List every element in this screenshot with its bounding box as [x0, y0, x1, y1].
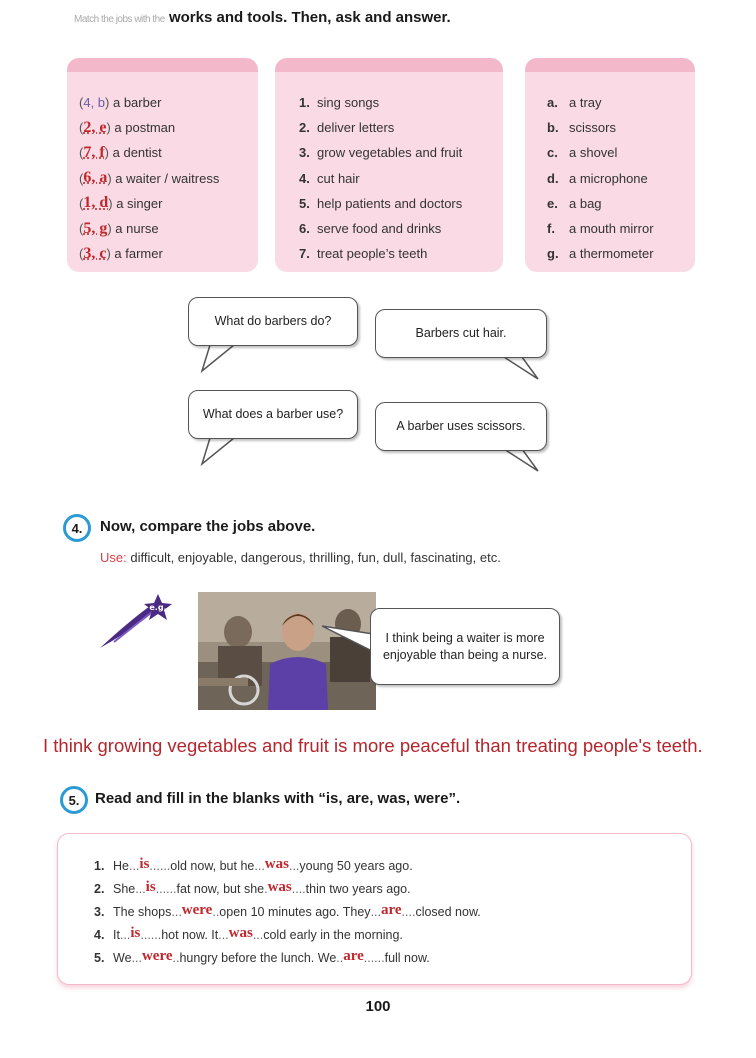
instruction-text: works and tools. Then, ask and answer.: [168, 9, 451, 26]
fill-blank-item: 5. We ... were .. hungry before the lunch. We .. are ...... full now.: [94, 948, 430, 965]
exercise-instruction: [74, 9, 451, 26]
section-4-number: 4.: [63, 514, 91, 542]
blank-answer: were: [181, 902, 213, 918]
handwritten-answer: 6, a: [83, 169, 108, 187]
job-item: ( 5, g ) a nurse: [79, 219, 159, 237]
use-words-line: [100, 550, 501, 565]
handwritten-answer: 2, e: [83, 118, 107, 136]
blank-answer: were: [141, 948, 173, 964]
tools-box: [525, 58, 695, 272]
speech-bubble-answer-2: A barber uses scissors.: [375, 402, 547, 451]
blank-answer: was: [267, 879, 292, 895]
shooting-star-icon: [98, 592, 178, 652]
tool-item: c. a shovel: [547, 145, 618, 161]
bubble-tail: [200, 436, 240, 468]
job-item: ( 7, f ) a dentist: [79, 143, 162, 161]
handwritten-answer: 3, c: [83, 244, 107, 262]
tool-item: a. a tray: [547, 95, 602, 111]
section-5-number: 5.: [60, 786, 88, 814]
use-label: Use:: [100, 550, 127, 565]
speech-bubble-question-2: What does a barber use?: [188, 390, 358, 439]
eg-label: e.g.: [149, 603, 167, 612]
work-item: 4. cut hair: [299, 170, 360, 186]
work-item: 6. serve food and drinks: [299, 221, 442, 237]
tool-item: g. a thermometer: [547, 246, 654, 262]
handwritten-answer: 5, g: [83, 219, 108, 237]
works-box: [275, 58, 503, 272]
example-speech-bubble: I think being a waiter is more enjoyable than being a nurse.: [370, 608, 560, 685]
fill-blank-item: 2. She ... is ...... fat now, but she . was .... thin two years ago.: [94, 879, 411, 896]
work-item: 7. treat people’s teeth: [299, 246, 428, 262]
fill-in-blanks-box: [57, 833, 692, 985]
page-number: 100: [365, 998, 391, 1015]
work-item: 5. help patients and doctors: [299, 195, 463, 211]
instruction-faded-text: Match the jobs with the: [74, 14, 165, 25]
tool-item: b. scissors: [547, 120, 616, 136]
tool-item: f. a mouth mirror: [547, 221, 654, 237]
bubble-tail: [500, 447, 542, 475]
blank-answer: is: [139, 856, 150, 872]
work-item: 2. deliver letters: [299, 120, 395, 136]
blank-answer: are: [380, 902, 402, 918]
speech-bubble-answer-1: Barbers cut hair.: [375, 309, 547, 358]
jobs-box: [67, 58, 258, 272]
blank-answer: is: [145, 879, 156, 895]
job-item: ( 6, a ) a waiter / waitress: [79, 169, 220, 187]
fill-blank-item: 1. He ... is ...... old now, but he ... was ... young 50 years ago.: [94, 856, 413, 873]
handwritten-answer: 1, d: [83, 194, 109, 212]
job-item: ( 1, d ) a singer: [79, 194, 163, 212]
blank-answer: was: [228, 925, 253, 941]
fill-blank-item: 4. It ... is ...... hot now. It ... was ... cold early in the morning.: [94, 925, 403, 942]
bubble-tail: [500, 355, 542, 383]
tool-item: d. a microphone: [547, 170, 648, 186]
fill-blank-item: 3. The shops ... were .. open 10 minutes ago. They ... are .... closed now.: [94, 902, 481, 919]
work-item: 3. grow vegetables and fruit: [299, 145, 463, 161]
section-4-title: Now, compare the jobs above.: [100, 518, 316, 535]
tool-item: e. a bag: [547, 195, 602, 211]
speech-bubble-question-1: What do barbers do?: [188, 297, 358, 346]
job-item: ( 4, b ) a barber: [79, 95, 162, 111]
section-5-title: Read and fill in the blanks with “is, are, was, were”.: [95, 790, 461, 807]
job-item: ( 2, e ) a postman: [79, 118, 176, 136]
handwritten-answer-sentence: I think growing vegetables and fruit is more peaceful than treating people's teeth.: [43, 735, 703, 756]
job-item: ( 3, c ) a farmer: [79, 244, 163, 262]
work-item: 1. sing songs: [299, 95, 380, 111]
blank-answer: are: [343, 948, 364, 964]
use-words: difficult, enjoyable, dangerous, thrilling, fun, dull, fascinating, etc.: [130, 550, 501, 565]
blank-answer: is: [130, 925, 141, 941]
handwritten-answer: 7, f: [83, 143, 105, 161]
blank-answer: was: [264, 856, 289, 872]
bubble-tail: [200, 343, 240, 375]
